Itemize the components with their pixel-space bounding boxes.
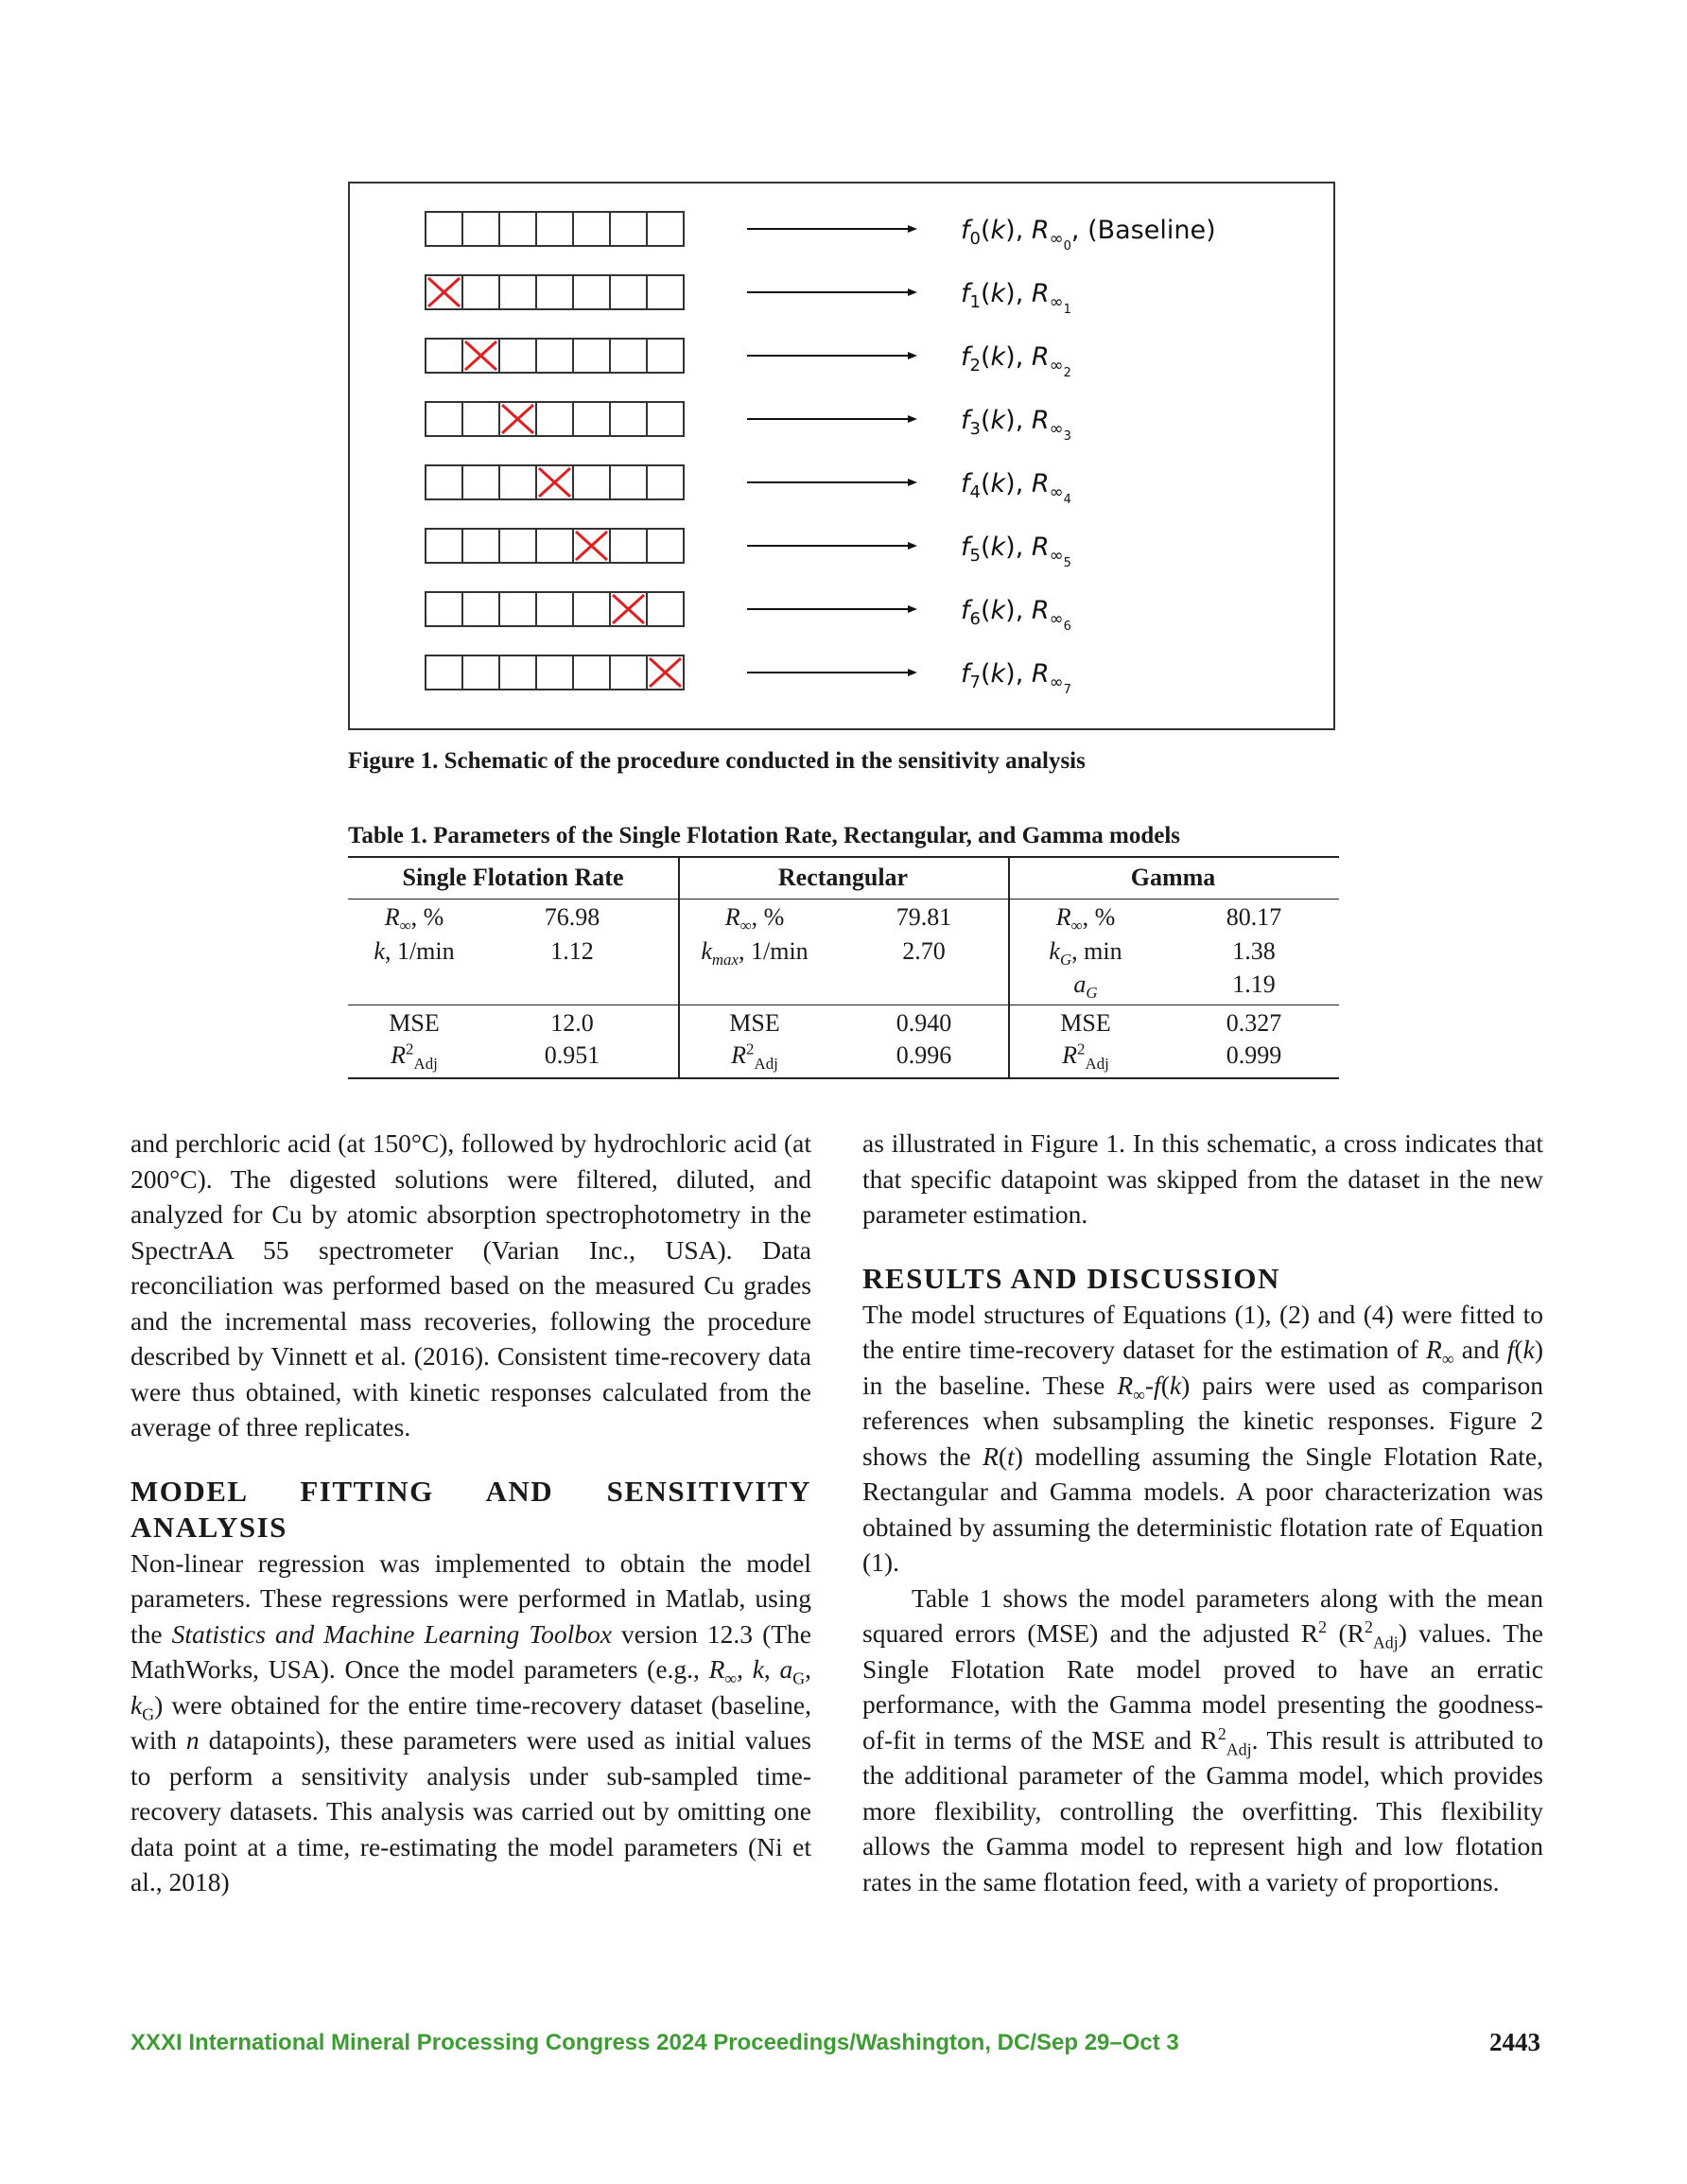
sfr-mse-value: 12.0 [550, 1009, 594, 1037]
conference-footer: XXXI International Mineral Processing Congress 2024 Proceedings/Washington, DC/Sep 29–Oct 3 [130, 2030, 1179, 2055]
datapoint-box [610, 655, 647, 690]
datapoint-box [462, 212, 499, 246]
header-rectangular: Rectangular [777, 864, 909, 891]
datapoint-box [647, 592, 684, 626]
gamma-mse-value: 0.327 [1226, 1009, 1282, 1037]
sfr-r2adj-label: $R^2_{Adj}$ [391, 1040, 438, 1074]
arrow-head [908, 415, 917, 423]
datapoint-box [462, 465, 499, 499]
datapoint-box [426, 465, 462, 499]
row-label: f6(k), R∞6 [961, 596, 1071, 634]
datapoint-box [499, 592, 536, 626]
datapoint-box [462, 529, 499, 563]
gamma-rinf-value: 80.17 [1226, 903, 1282, 931]
figure-1 [348, 182, 1335, 730]
header-single-flotation-rate: Single Flotation Rate [402, 864, 624, 891]
row-label: f7(k), R∞7 [961, 659, 1071, 697]
datapoint-box [573, 655, 610, 690]
arrow-head [908, 669, 917, 676]
datapoint-box [536, 339, 573, 373]
sfr-mse-label: MSE [389, 1009, 440, 1037]
datapoint-box [462, 275, 499, 309]
datapoint-box [426, 529, 462, 563]
datapoint-box [536, 402, 573, 436]
datapoint-box [426, 339, 462, 373]
datapoint-box [610, 529, 647, 563]
right-column [862, 1126, 1543, 1899]
datapoint-box [536, 529, 573, 563]
left-column [130, 1126, 811, 1900]
datapoint-box [426, 402, 462, 436]
datapoint-box [647, 339, 684, 373]
datapoint-box [647, 275, 684, 309]
datapoint-box [610, 212, 647, 246]
datapoint-box [536, 592, 573, 626]
datapoint-box [610, 465, 647, 499]
section-heading-model-fitting: MODEL FITTING AND SENSITIVITY ANALYSIS [130, 1474, 811, 1544]
sensitivity-schematic [350, 183, 1333, 728]
row-label: f5(k), R∞5 [961, 533, 1071, 570]
datapoint-box [573, 465, 610, 499]
datapoint-box [647, 465, 684, 499]
datapoint-box [462, 402, 499, 436]
arrow-head [908, 225, 917, 233]
arrow-head [908, 605, 917, 613]
arrow-head [908, 288, 917, 296]
sfr-k-value: 1.12 [550, 937, 594, 965]
datapoint-box [610, 402, 647, 436]
datapoint-box [647, 212, 684, 246]
right-paragraph-1: as illustrated in Figure 1. In this schematic, a cross indicates that that specific datapoint was skipped from the dataset in the new parameter estimation. [862, 1128, 1543, 1229]
datapoint-box [462, 592, 499, 626]
rect-rinf-label: $R_\infty$, % [724, 903, 785, 935]
sfr-rinf-label: $R_\infty$, % [384, 903, 444, 935]
datapoint-box [499, 465, 536, 499]
datapoint-box [426, 655, 462, 690]
figure-caption: Figure 1. Schematic of the procedure conducted in the sensitivity analysis [348, 748, 1086, 774]
datapoint-box [536, 212, 573, 246]
datapoint-box [499, 339, 536, 373]
gamma-r2adj-value: 0.999 [1226, 1041, 1282, 1069]
arrow-head [908, 352, 917, 359]
right-paragraph-3: Table 1 shows the model parameters along with the mean squared errors (MSE) and the adjusted $R^2$ $(R^2_{Adj})$ values. The Single Flotation Rate model proved to have an erratic performance, with the Gamma model presenting the goodness-of-fit in terms of the MSE and $R^2_{Adj}$. This result is attributed to the additional parameter of the Gamma model, which provides more flexibility, controlling the overfitting. This flexibility allows the Gamma model to represent high and low flotation rates in the same flotation feed, with a variety of proportions. [862, 1582, 1544, 1896]
sfr-rinf-value: 76.98 [544, 903, 600, 931]
gamma-rinf-label: $R_\infty$, % [1055, 903, 1116, 935]
datapoint-box [573, 402, 610, 436]
gamma-r2adj-label: $R^2_{Adj}$ [1062, 1040, 1109, 1074]
section-heading-results: RESULTS AND DISCUSSION [862, 1261, 1280, 1295]
datapoint-box [610, 339, 647, 373]
arrow-head [908, 479, 917, 486]
header-gamma: Gamma [1130, 864, 1216, 891]
rect-kmax-value: 2.70 [902, 937, 946, 965]
datapoint-box [610, 275, 647, 309]
gamma-ag-label: $a_G$ [1073, 970, 1098, 1003]
datapoint-box [536, 655, 573, 690]
row-label: f2(k), R∞2 [961, 342, 1071, 380]
datapoint-box [573, 212, 610, 246]
gamma-kg-value: 1.38 [1232, 937, 1276, 965]
datapoint-box [499, 212, 536, 246]
datapoint-box [426, 212, 462, 246]
datapoint-box [573, 275, 610, 309]
datapoint-box [536, 275, 573, 309]
rect-rinf-value: 79.81 [896, 903, 952, 931]
row-label: f3(k), R∞3 [961, 406, 1071, 444]
sfr-k-label: k, 1/min [374, 937, 455, 965]
rect-r2adj-value: 0.996 [896, 1041, 952, 1069]
page-number: 2443 [1489, 2028, 1540, 2056]
datapoint-box [573, 339, 610, 373]
gamma-ag-value: 1.19 [1232, 970, 1276, 998]
datapoint-box [573, 592, 610, 626]
datapoint-box [499, 655, 536, 690]
row-label: f1(k), R∞1 [961, 279, 1071, 317]
datapoint-box [426, 592, 462, 626]
left-paragraph-2: Non-linear regression was implemented to obtain the model parameters. These regressions were performed in Matlab, using the Statistics and Machine Learning Toolbox version 12.3 (The MathWorks, USA). Once the model parameters (e.g., $R_\infty$, k, $a_G$, $k_G$) were obtained for the entire time-recovery dataset (baseline, with n datapoints), these parameters were used as initial values to perform a sensitivity analysis under sub-sampled time-recovery datasets. This analysis was carried out by omitting one data point at a time, re-estimating the model parameters (Ni et al., 2018) [130, 1547, 812, 1896]
gamma-mse-label: MSE [1060, 1009, 1111, 1037]
sfr-r2adj-value: 0.951 [544, 1041, 600, 1069]
left-paragraph-1: and perchloric acid (at 150°C), followed by hydrochloric acid (at 200°C). The digested solutions were filtered, diluted, and analyzed for Cu by atomic absorption spectrophotometry in the SpectrAA 55 spectrometer (Varian Inc., USA). Data reconciliation was performed based on the measured Cu grades and the incremental mass recoveries, following the procedure described by Vinnett et al. (2016). Consistent time-recovery data were thus obtained, with kinetic responses calculated from the average of three replicates. [130, 1128, 811, 1441]
arrow-head [908, 542, 917, 550]
datapoint-box [499, 275, 536, 309]
rect-mse-value: 0.940 [896, 1009, 952, 1037]
datapoint-box [462, 655, 499, 690]
row-label: f0(k), R∞0, (Baseline) [961, 216, 1216, 253]
rect-kmax-label: $k_{max}$, 1/min [701, 937, 809, 970]
datapoint-box [647, 529, 684, 563]
rect-mse-label: MSE [729, 1009, 780, 1037]
datapoint-box [499, 529, 536, 563]
table-caption: Table 1. Parameters of the Single Flotation Rate, Rectangular, and Gamma models [348, 823, 1181, 848]
right-paragraph-2: The model structures of Equations (1), (2) and (4) were fitted to the entire time-recovery dataset for the estimation of $R_\infty$ and f(k) in the baseline. These $R_\infty-f(k)$ pairs were used as comparison references when subsampling the kinetic responses. Figure 2 shows the R(t) modelling assuming the Single Flotation Rate, Rectangular and Gamma models. A poor characterization was obtained by assuming the deterministic flotation rate of Equation (1). [862, 1299, 1543, 1577]
datapoint-box [647, 402, 684, 436]
rect-r2adj-label: $R^2_{Adj}$ [731, 1040, 778, 1074]
row-label: f4(k), R∞4 [961, 469, 1071, 507]
gamma-kg-label: $k_G$, min [1049, 937, 1122, 970]
